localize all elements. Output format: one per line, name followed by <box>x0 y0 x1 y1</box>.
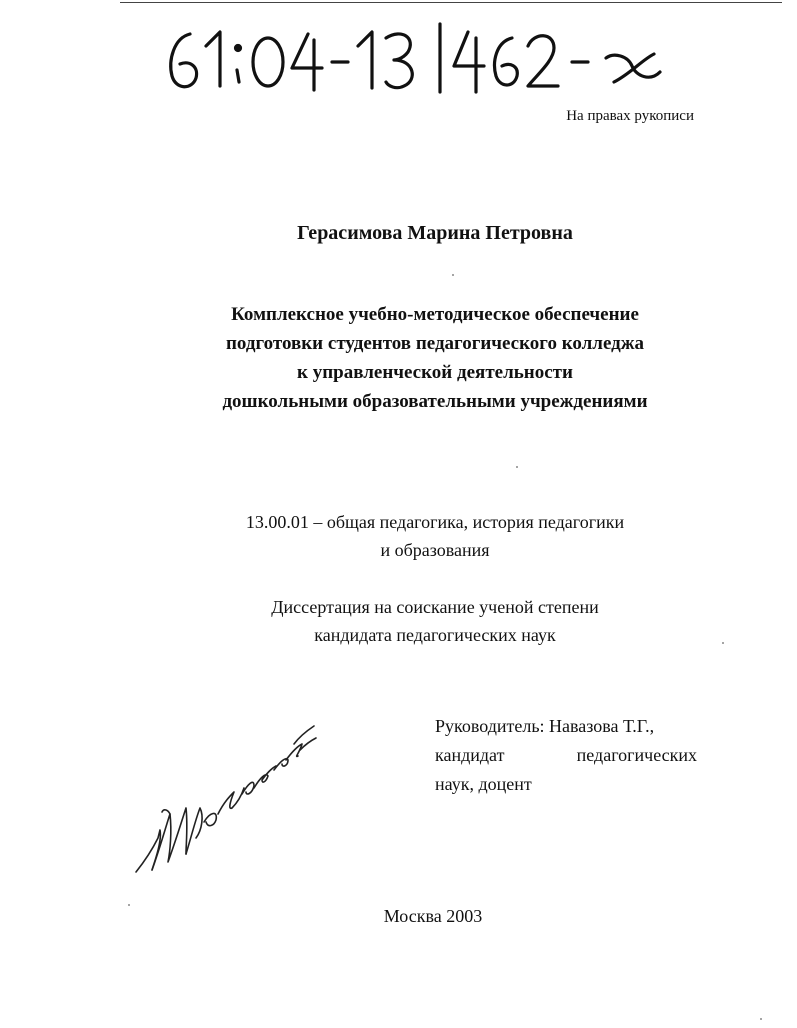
handwritten-signature <box>130 722 320 887</box>
scan-speck <box>516 466 518 468</box>
dissertation-title <box>0 300 797 416</box>
supervisor-title-right: педагогических <box>576 745 697 765</box>
title-line: подготовки студентов педагогического колледжа <box>225 333 645 354</box>
degree-line: Диссертация на соискание ученой степени <box>271 597 599 617</box>
scan-speck <box>452 274 454 276</box>
top-border-line <box>120 2 782 3</box>
degree-block <box>0 593 797 649</box>
rights-note: На правах рукописи <box>566 108 694 124</box>
author-name: Герасимова Марина Петровна <box>297 222 573 244</box>
title-line: к управленческой деятельности <box>297 362 573 383</box>
title-line: дошкольными образовательными учреждениями <box>222 391 648 412</box>
scan-speck <box>722 642 724 644</box>
scan-speck <box>760 1018 762 1020</box>
supervisor-name-line: Руководитель: Навазова Т.Г., <box>435 716 655 736</box>
specialty-line: и образования <box>380 540 490 560</box>
supervisor-title-line <box>435 741 697 770</box>
supervisor-title-left: кандидат <box>435 745 505 765</box>
handwritten-catalog-code <box>162 20 682 100</box>
specialty-block <box>0 508 797 564</box>
degree-line: кандидата педагогических наук <box>314 625 556 645</box>
scan-speck <box>128 904 130 906</box>
title-line: Комплексное учебно-методическое обеспечение <box>231 304 639 325</box>
city-year: Москва 2003 <box>383 906 483 926</box>
supervisor-block <box>435 712 697 799</box>
specialty-line: 13.00.01 – общая педагогика, история педагогики <box>245 512 625 532</box>
supervisor-rank-line: наук, доцент <box>435 774 532 794</box>
